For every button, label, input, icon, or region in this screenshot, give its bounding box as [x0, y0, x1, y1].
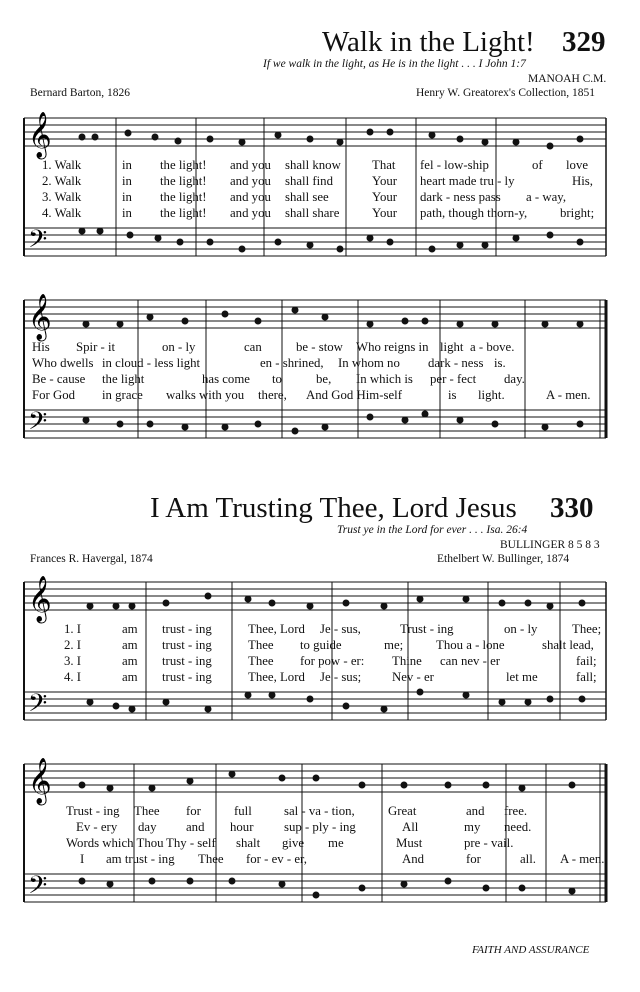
svg-text:𝄞: 𝄞: [28, 576, 52, 622]
staff-pair: [20, 750, 610, 920]
hymn-330-text-author: Frances R. Havergal, 1874: [30, 553, 153, 565]
svg-text:𝄢: 𝄢: [28, 225, 48, 260]
music-system: 𝄞 𝄢 1. I am trust - ing Thee, Lord Je - sus, Trust - ing on - ly Thee; 2. I am trust - ing Thee to guide me; Thou a - lone shalt lead, 3. I am trust - ing Thee for pow - er: Thine can nev - er fail; 4. I am trust - ing Thee, Lord Je - sus; Nev - er let me fall;: [20, 568, 610, 738]
svg-text:𝄞: 𝄞: [28, 758, 52, 804]
hymn-329-music-source: Henry W. Greatorex's Collection, 1851: [416, 87, 596, 99]
section-footer: FAITH AND ASSURANCE: [472, 944, 590, 956]
staff-pair: [20, 568, 610, 738]
svg-text:𝄞: 𝄞: [28, 294, 52, 340]
hymn-329-epigraph: If we walk in the light, as He is in the light . . . I John 1:7: [263, 58, 526, 70]
svg-text:𝄢: 𝄢: [28, 871, 48, 906]
svg-text:𝄢: 𝄢: [28, 407, 48, 442]
hymn-329-title: Walk in the Light!: [322, 26, 535, 58]
hymn-330-epigraph: Trust ye in the Lord for ever . . . Isa. 26:4: [337, 524, 528, 536]
staff-pair: [20, 104, 610, 274]
hymn-330-number: 330: [550, 492, 594, 524]
staff-pair: [20, 286, 610, 456]
hymn-330-tune: BULLINGER 8 5 8 3: [500, 539, 600, 551]
music-system: 𝄞 𝄢 His Spir - it on - ly can be - stow Who reigns in light a - bove. Who dwells in cloud - less light en - shrined, In whom no dark - ness is. Be - cause the light has come to be, In which is per - fect day. For God in grace walks with you there, And God Him-self is light. A - men.: [20, 286, 610, 456]
music-system: 𝄞 𝄢 Trust - ing Thee for full sal - va - tion, Great and free. Ev - ery day and hour sup - ply - ing All my need. Words which Thou Thy - self shalt give me Must pre - vail. I am trust - ing Thee for - ev - er, And for all. A - men.: [20, 750, 610, 920]
svg-text:𝄞: 𝄞: [28, 112, 52, 158]
hymn-330-title: I Am Trusting Thee, Lord Jesus: [150, 492, 517, 524]
hymn-329-number: 329: [562, 26, 606, 58]
hymn-329-tune: MANOAH C.M.: [528, 73, 607, 85]
svg-text:𝄢: 𝄢: [28, 689, 48, 724]
hymn-329-text-author: Bernard Barton, 1826: [30, 87, 130, 99]
music-system: 𝄞 𝄢 1. Walk in the light! and you shall know That fel - low-ship of love 2. Walk in the light! and you shall find Your heart made tru - ly His, 3. Walk in the light! and you shall see Your dark - ness pass a - way, 4. Walk in the light! and you shall share Your path, though thorn-y, bright;: [20, 104, 610, 274]
hymn-330-music-source: Ethelbert W. Bullinger, 1874: [437, 553, 570, 565]
